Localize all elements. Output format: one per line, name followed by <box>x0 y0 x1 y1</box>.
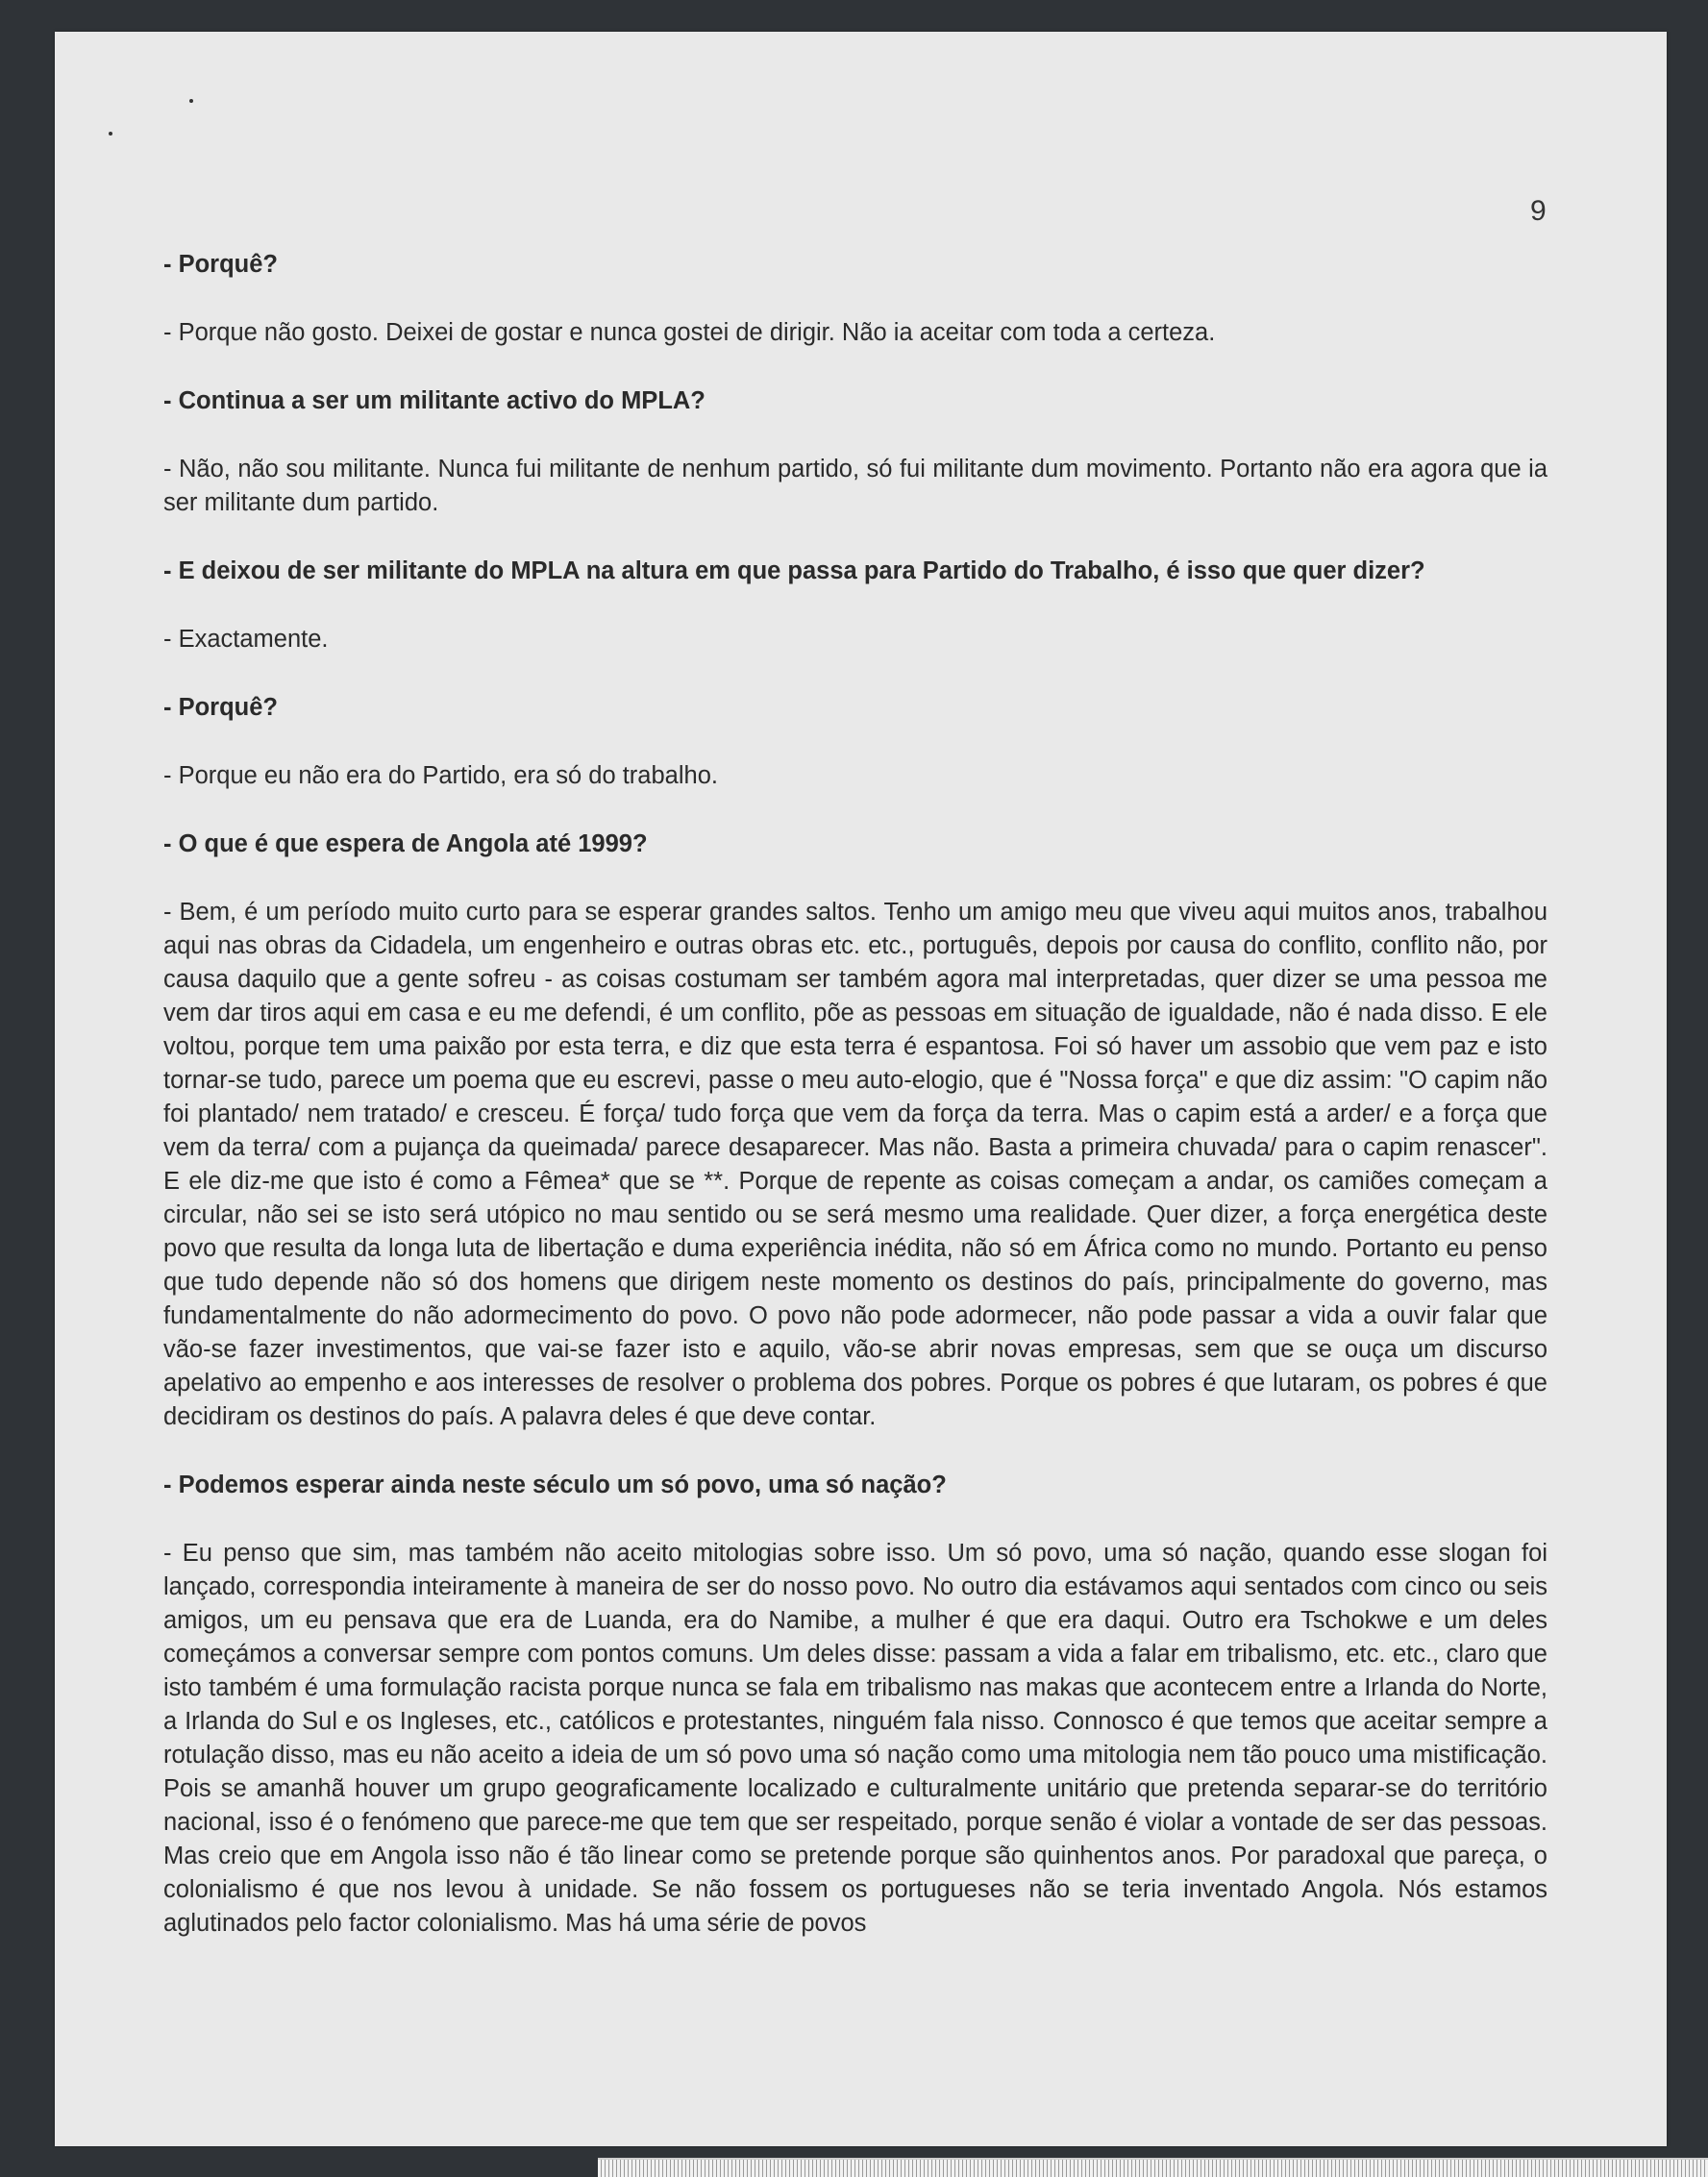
answer-paragraph: - Porque não gosto. Deixei de gostar e nunca gostei de dirigir. Não ia aceitar com toda a certeza. <box>163 319 1216 346</box>
paper-speck <box>189 99 193 103</box>
answer-paragraph: - Não, não sou militante. Nunca fui militante de nenhum partido, só fui militante dum movimento. Portanto não era agora que ia ser militante dum partido. <box>163 456 1547 516</box>
scan-ruler <box>598 2158 1708 2177</box>
question-paragraph: - Porquê? <box>163 251 278 278</box>
answer-paragraph: - Bem, é um período muito curto para se esperar grandes saltos. Tenho um amigo meu que viveu aqui muitos anos, trabalhou aqui nas obras da Cidadela, um engenheiro e outras obras etc. etc., português, depois por causa do conflito, conflito não, por causa daquilo que a gente sofreu - as coisas costumam ser também agora mal interpretadas, quer dizer se uma pessoa me vem dar tiros aqui em casa e eu me defendi, é um conflito, põe as pessoas em situação de igualdade, não é nada disso. E ele voltou, porque tem uma paixão por esta terra, e diz que esta terra é espantosa. Foi só haver um assobio que vem paz e isto tornar-se tudo, parece um poema que eu escrevi, passe o meu auto-elogio, que é "Nossa força" e que diz assim: "O capim não foi plantado/ nem tratado/ e cresceu. É força/ tudo força que vem da força da terra. Mas o capim está a arder/ e a força que vem da terra/ com a pujança da queimada/ parece desaparecer. Mas não. Basta a primeira chuvada/ para o capim renascer". E ele diz-me que isto é como a Fêmea* que se **. Porque de repente as coisas começam a andar, os camiões começam a circular, não sei se isto será utópico no mau sentido ou se será mesmo uma realidade. Quer dizer, a força energética deste povo que resulta da longa luta de libertação e duma experiência inédita, não só em África como no mundo. Portanto eu penso que tudo depende não só dos homens que dirigem neste momento os destinos do país, principalmente do governo, mas fundamentalmente do não adormecimento do povo. O povo não pode adormecer, não pode passar a vida a ouvir falar que vão-se fazer investimentos, que vai-se fazer isto e aquilo, vão-se abrir novas empresas, sem que se ouça um discurso apelativo ao empenho e aos interesses de resolver o problema dos pobres. Porque os pobres é que lutaram, os pobres é que decidiram os destinos do país. A palavra deles é que deve contar. <box>163 899 1547 1430</box>
question-paragraph: - Podemos esperar ainda neste século um só povo, uma só nação? <box>163 1472 947 1498</box>
answer-paragraph: - Exactamente. <box>163 626 329 653</box>
interview-text <box>163 248 1547 1975</box>
question-paragraph: - O que é que espera de Angola até 1999? <box>163 830 648 857</box>
question-paragraph: - Continua a ser um militante activo do MPLA? <box>163 387 705 414</box>
answer-paragraph: - Porque eu não era do Partido, era só do trabalho. <box>163 762 718 789</box>
page-number: 9 <box>1530 195 1547 227</box>
answer-paragraph: - Eu penso que sim, mas também não aceito mitologias sobre isso. Um só povo, uma só nação, quando esse slogan foi lançado, correspondia inteiramente à maneira de ser do nosso povo. No outro dia estávamos aqui sentados com cinco ou seis amigos, um eu pensava que era de Luanda, era do Namibe, a mulher é que era daqui. Outro era Tschokwe e um deles começámos a conversar sempre com pontos comuns. Um deles disse: passam a vida a falar em tribalismo, etc. etc., claro que isto também é uma formulação racista porque nunca se fala em tribalismo nas makas que acontecem entre a Irlanda do Norte, a Irlanda do Sul e os Ingleses, etc., católicos e protestantes, ninguém fala nisso. Connosco é que temos que aceitar sempre a rotulação disso, mas eu não aceito a ideia de um só povo uma só nação como uma mitologia nem tão pouco uma mistificação. Pois se amanhã houver um grupo geograficamente localizado e culturalmente unitário que pretenda separar-se do território nacional, isso é o fenómeno que parece-me que tem que ser respeitado, porque senão é violar a vontade de ser das pessoas. Mas creio que em Angola isso não é tão linear como se pretende porque são quinhentos anos. Por paradoxal que pareça, o colonialismo é que nos levou à unidade. Se não fossem os portugueses não se teria inventado Angola. Nós estamos aglutinados pelo factor colonialismo. Mas há uma série de povos <box>163 1540 1547 1937</box>
question-paragraph: - Porquê? <box>163 694 278 721</box>
question-paragraph: - E deixou de ser militante do MPLA na altura em que passa para Partido do Trabalho, é isso que quer dizer? <box>163 557 1425 584</box>
paper-speck <box>109 132 112 136</box>
